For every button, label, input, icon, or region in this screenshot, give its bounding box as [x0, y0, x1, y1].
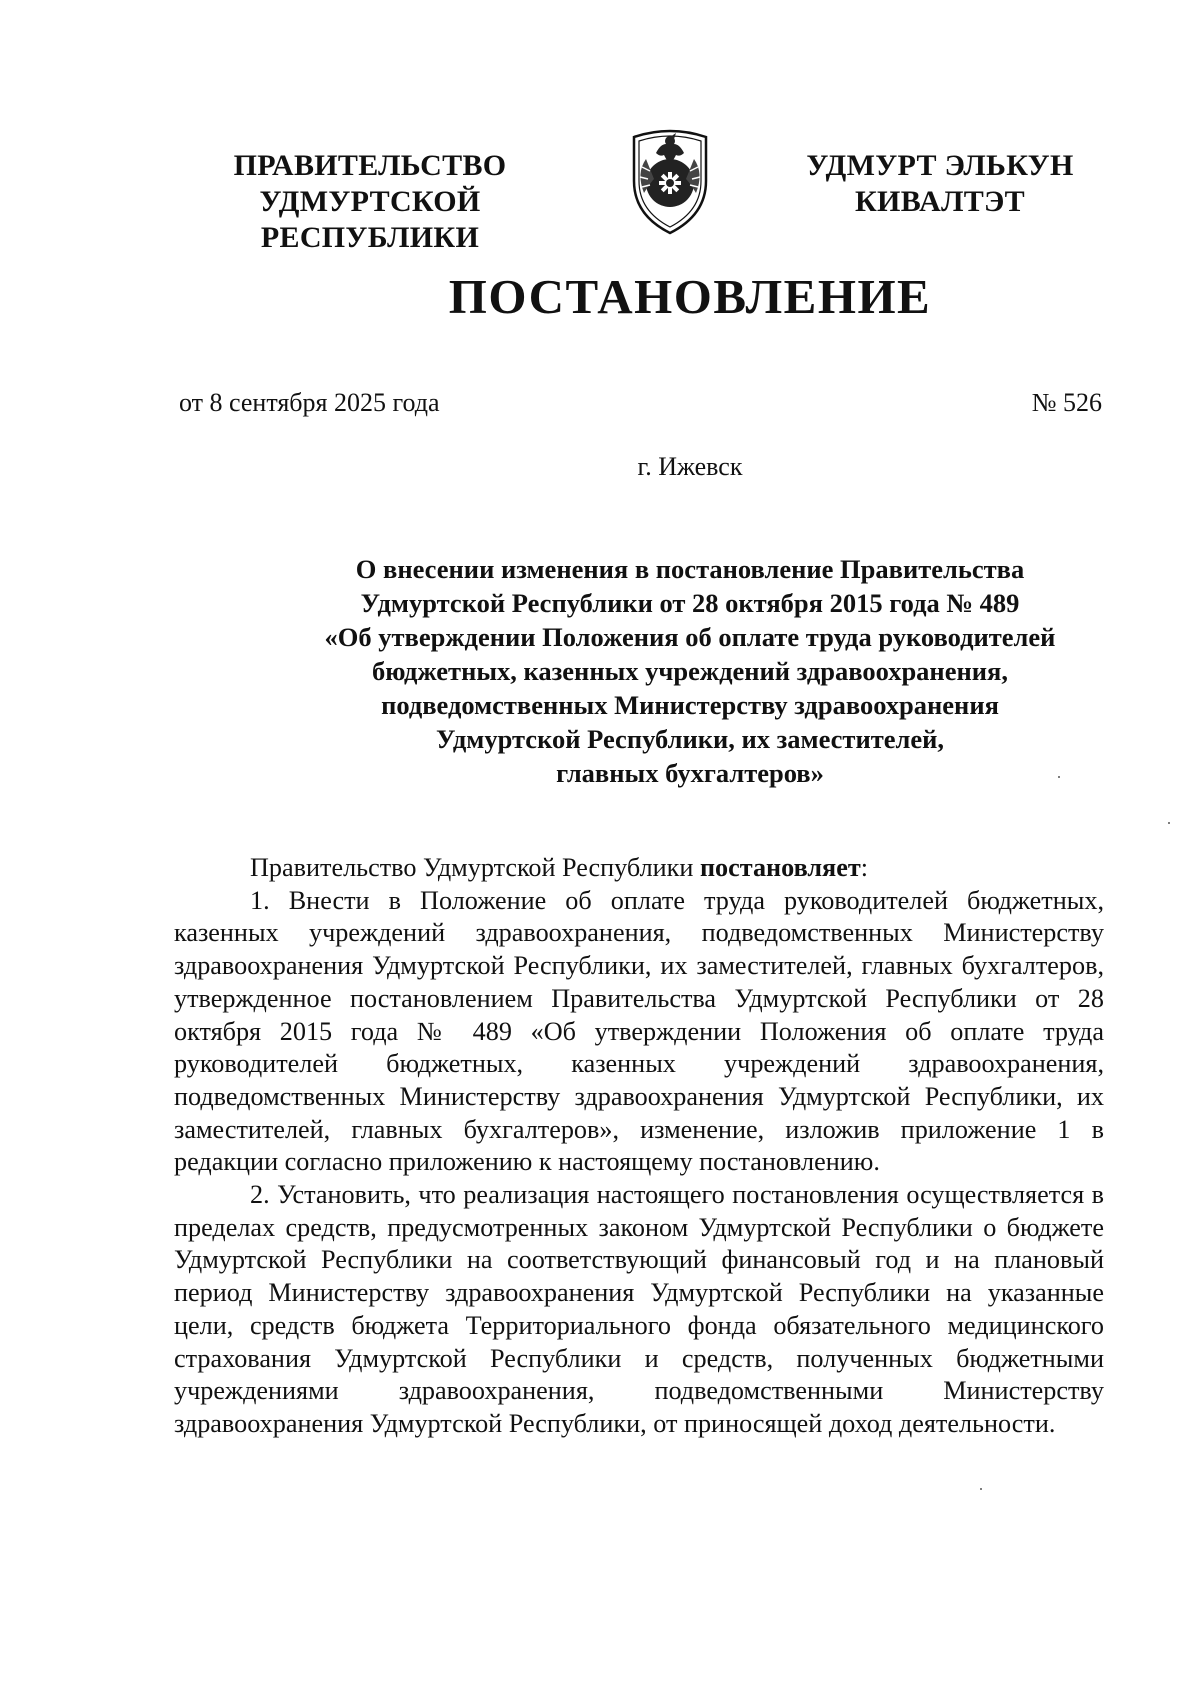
document-number: № 526: [1031, 388, 1102, 417]
subject-line: подведомственных Министерству здравоохранения: [381, 690, 999, 720]
document-body: [174, 852, 1104, 1441]
subject-line: бюджетных, казенных учреждений здравоохранения,: [372, 656, 1008, 686]
intro-decision-word: постановляет: [699, 853, 861, 882]
issuer-udmurt-line2: КИВАЛТЭТ: [855, 185, 1025, 218]
subject-line: «Об утверждении Положения об оплате труда руководителей: [324, 622, 1056, 652]
body-paragraph-2: 2. Установить, что реализация настоящего постановления осуществляется в пределах средств, предусмотренных законом Удмуртской Республики о бюджете Удмуртской Республики на соответствующий финансовый год и на плановый период Министерству здравоохранения Удмуртской Республики на указанные цели, средств бюджета Территориального фонда обязательного медицинского страхования Удмуртской Республики и средств, полученных бюджетными учреждениями здравоохранения, подведомственными Министерству здравоохранения Удмуртской Республики, от приносящей доход деятельности.: [174, 1180, 1104, 1438]
subject-line: О внесении изменения в постановление Правительства: [355, 554, 1025, 584]
issuer-russian: [150, 148, 590, 256]
scan-speck: [1058, 776, 1060, 778]
intro-colon: :: [860, 853, 868, 882]
issuer-udmurt-line1: УДМУРТ ЭЛЬКУН: [806, 149, 1074, 182]
intro-text: Правительство Удмуртской Республики: [250, 853, 700, 882]
document-type-title: ПОСТАНОВЛЕНИЕ: [448, 269, 932, 324]
issuer-russian-line1: ПРАВИТЕЛЬСТВО: [233, 149, 507, 182]
subject-line: Удмуртской Республики, их заместителей,: [435, 724, 945, 754]
body-paragraph-1: 1. Внести в Положение об оплате труда руководителей бюджетных, казенных учреждений здравоохранения, подведомственных Министерству здравоохранения Удмуртской Республики, их заместителей, главных бухгалтеров, утвержденное постановлением Правительства Удмуртской Республики от 28 октября 2015 года № 489 «Об утверждении Положения об оплате труда руководителей бюджетных, казенных учреждений здравоохранения, подведомственных Министерству здравоохранения Удмуртской Республики, их заместителей, главных бухгалтеров», изменение, изложив приложение 1 в редакции согласно приложению к настоящему постановлению.: [174, 885, 1104, 1177]
issuer-udmurt: [775, 148, 1105, 220]
scan-speck: [980, 1488, 982, 1490]
document-header: [0, 148, 1200, 258]
document-subject: [250, 552, 1130, 790]
subject-line: главных бухгалтеров»: [556, 758, 824, 788]
scan-speck: [1168, 822, 1170, 824]
document-city: г. Ижевск: [637, 452, 743, 481]
issuer-russian-line2: УДМУРТСКОЙ РЕСПУБЛИКИ: [259, 185, 481, 254]
coat-of-arms-icon: [626, 123, 714, 238]
document-date: от 8 сентября 2025 года: [179, 388, 440, 417]
subject-line: Удмуртской Республики от 28 октября 2015 года № 489: [360, 588, 1020, 618]
body-intro: [174, 852, 1104, 885]
